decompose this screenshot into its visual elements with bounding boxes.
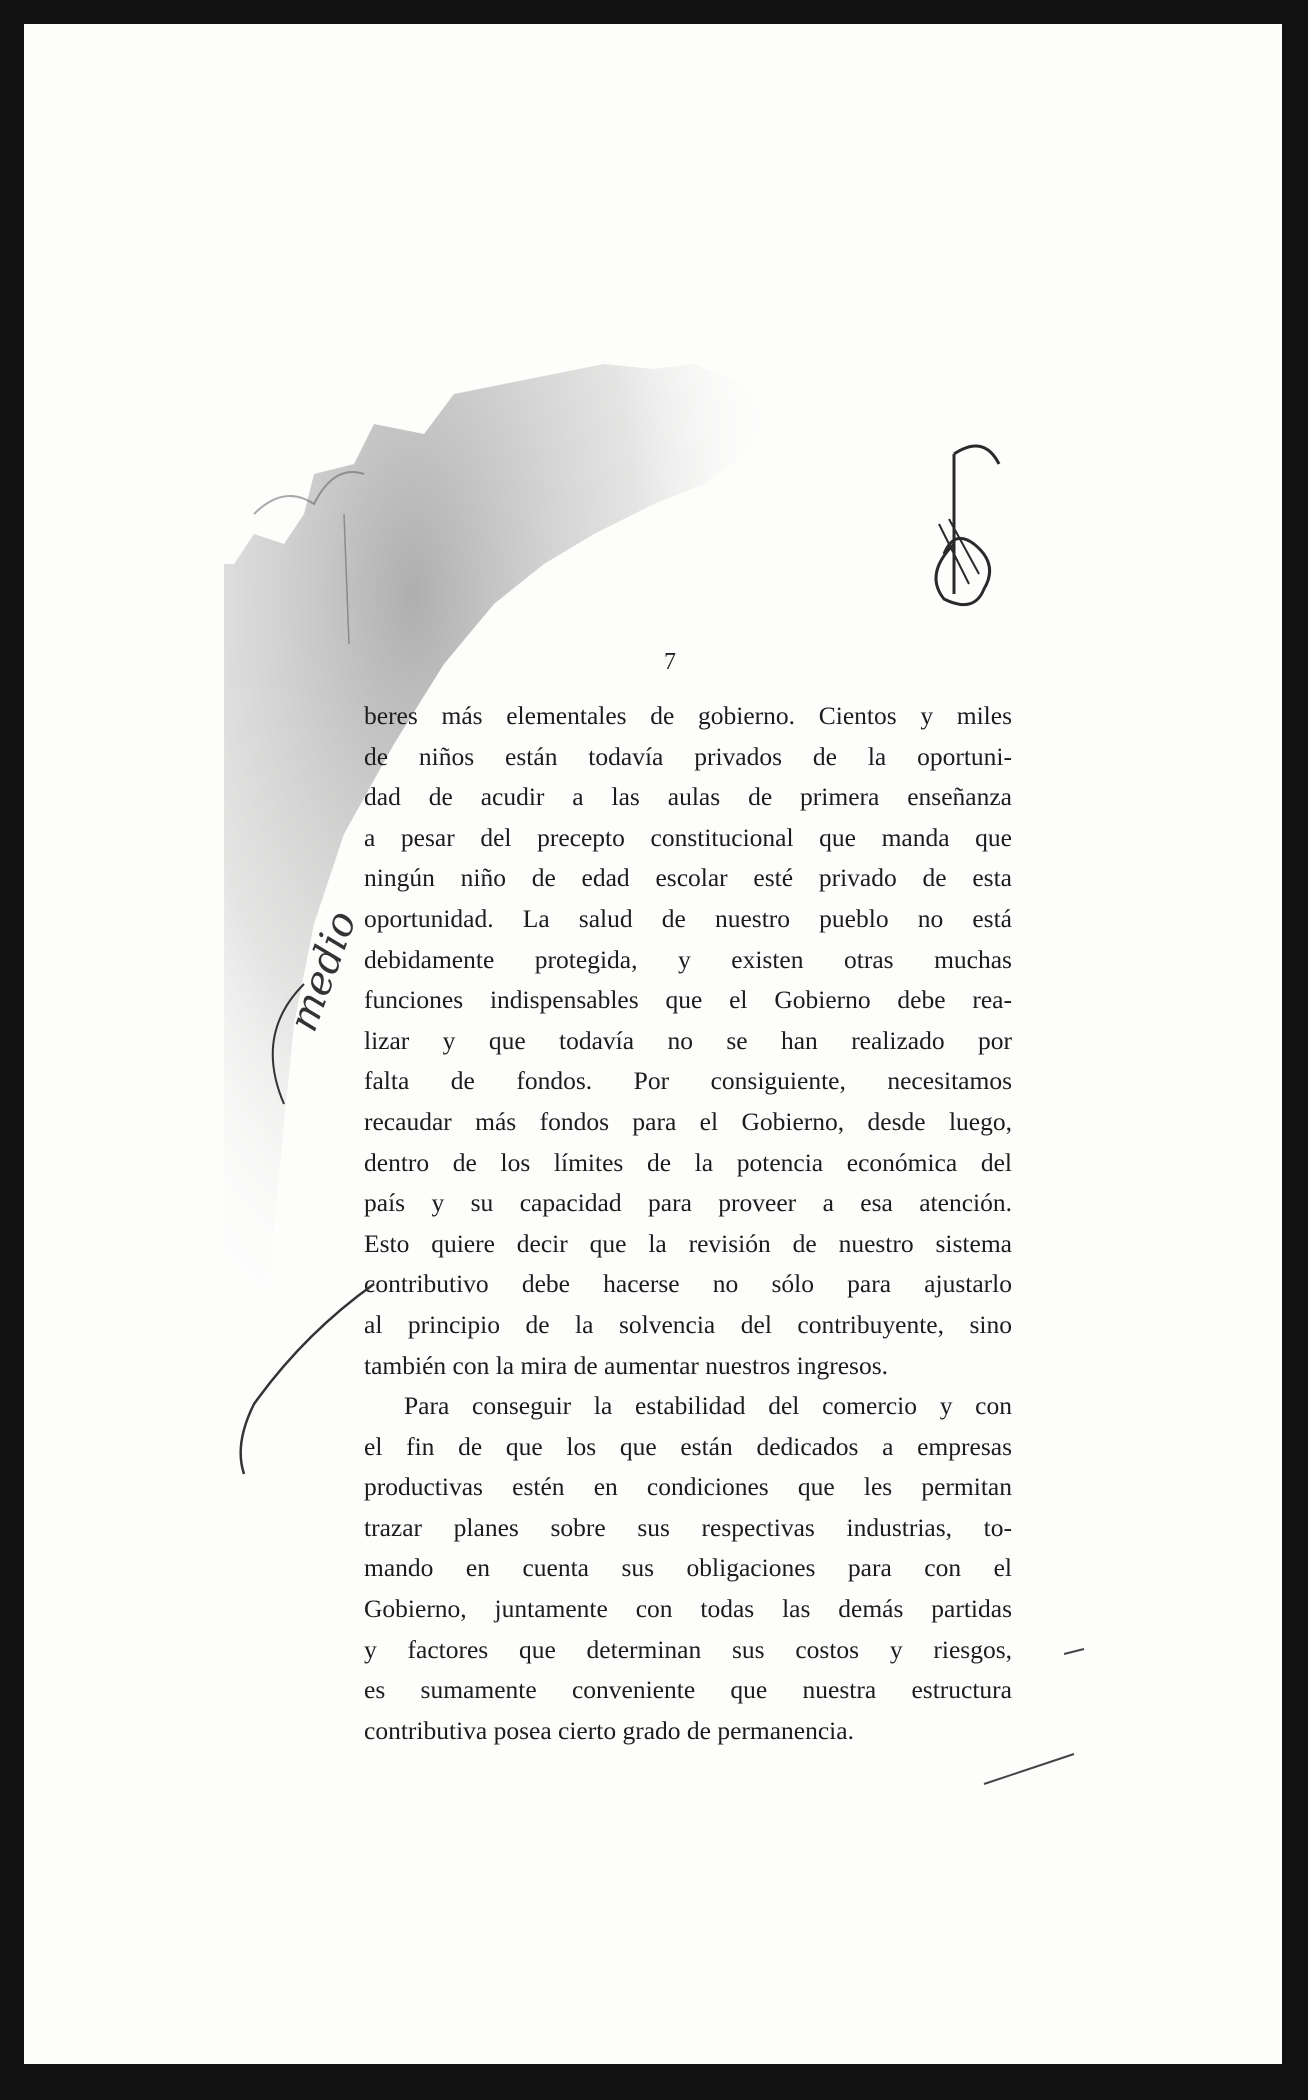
text-line: de niños están todavía privados de la oportuni- [364,741,1012,771]
text-line: a pesar del precepto constitucional que manda que [364,822,1012,852]
handwritten-stroke [224,1274,384,1494]
text-line: es sumamente conveniente que nuestra estructura [364,1675,1012,1705]
text-line: lizar y que todavía no se han realizado por [364,1025,1012,1055]
text-line: beres más elementales de gobierno. Cientos y miles [364,701,1012,730]
text-line: país y su capacidad para proveer a esa atención. [364,1188,1012,1218]
text-line: Gobierno, juntamente con todas las demás partidas [364,1594,1012,1624]
document-body [364,696,1012,1751]
margin-note-text: medio [280,905,366,1038]
text-line: oportunidad. La salud de nuestro pueblo no está [364,903,1012,933]
paragraph-2 [364,1386,1012,1751]
handwritten-margin-note [244,804,366,1064]
text-line: contributivo debe hacerse no sólo para ajustarlo [364,1269,1012,1299]
text-line: el fin de que los que están dedicados a empresas [364,1431,1012,1461]
text-line: contributiva posea cierto grado de permanencia. [364,1715,854,1745]
text-line: dentro de los límites de la potencia económica del [364,1147,1012,1177]
text-line: Para conseguir la estabilidad del comercio y con [404,1391,1012,1421]
text-line: Esto quiere decir que la revisión de nuestro sistema [364,1228,1012,1258]
text-line: ningún niño de edad escolar esté privado de esta [364,863,1012,893]
text-line: dad de acudir a las aulas de primera enseñanza [364,782,1012,812]
text-line: trazar planes sobre sus respectivas industrias, to- [364,1512,1012,1542]
pen-stroke-right [974,1644,1084,1794]
text-line: mando en cuenta sus obligaciones para con el [364,1553,1012,1583]
text-line: recaudar más fondos para el Gobierno, desde luego, [364,1106,1012,1136]
text-line: funciones indispensables que el Gobierno debe rea- [364,985,1012,1015]
paragraph-1 [364,696,1012,1386]
text-line: debidamente protegida, y existen otras muchas [364,944,1012,974]
handwritten-mark [914,424,1024,624]
document-page [24,24,1282,2064]
text-line: falta de fondos. Por consiguiente, necesitamos [364,1066,1012,1096]
text-line: y factores que determinan sus costos y riesgos, [364,1634,1012,1664]
text-line: al principio de la solvencia del contribuyente, sino [364,1309,1012,1339]
text-line: también con la mira de aumentar nuestros ingresos. [364,1350,889,1380]
page-number: 7 [664,649,676,675]
text-line: productivas estén en condiciones que les permitan [364,1472,1012,1502]
